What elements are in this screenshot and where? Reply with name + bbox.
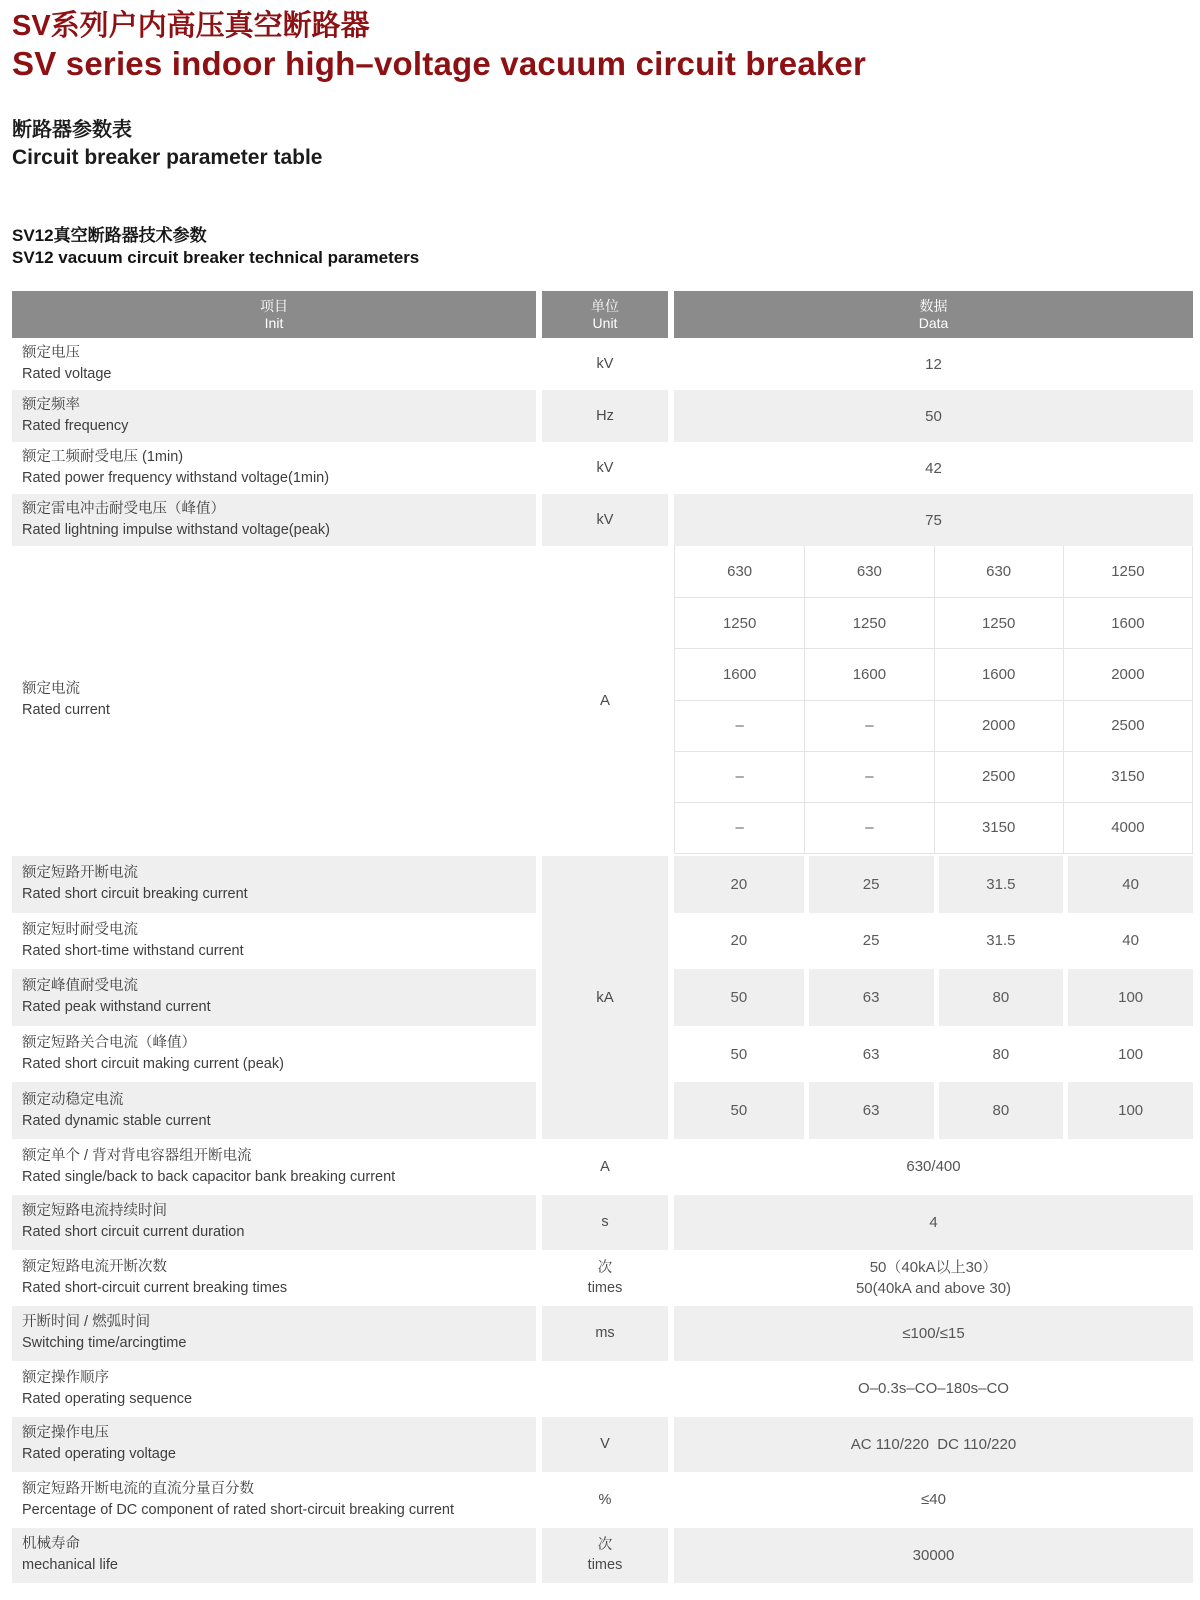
data-value: 12 xyxy=(925,355,942,373)
unit-cell xyxy=(542,1139,668,1195)
ka-value-cell: 100 xyxy=(1063,1026,1193,1083)
param-label-zh: 额定操作顺序 xyxy=(22,1369,109,1386)
ka-value-cell: 50 xyxy=(674,969,804,1026)
header-item-en: Init xyxy=(264,314,284,331)
header-data-en: Data xyxy=(918,314,949,331)
rated-current-cell: 1600 xyxy=(675,648,804,699)
data-value: 42 xyxy=(925,459,942,477)
ka-value-cell: 80 xyxy=(934,969,1064,1026)
rated-current-cell: 1250 xyxy=(675,597,804,648)
unit-cell-merged: A xyxy=(599,691,610,709)
param-label xyxy=(12,1361,536,1417)
param-label-en: Rated short-time withstand current xyxy=(22,942,244,959)
rated-current-cell: – xyxy=(804,700,933,751)
data-value: ≤40 xyxy=(921,1491,946,1509)
unit-cell xyxy=(542,390,668,442)
rated-current-cell: 1600 xyxy=(934,648,1063,699)
unit-value-zh: s xyxy=(601,1214,609,1231)
param-label xyxy=(12,969,536,1026)
param-label xyxy=(12,1195,536,1251)
data-cell xyxy=(674,1250,1193,1306)
data-cell xyxy=(674,494,1193,546)
ka-value-cell: 25 xyxy=(804,856,934,913)
rated-current-cell: – xyxy=(675,751,804,802)
data-value: 4 xyxy=(929,1213,938,1231)
table-row xyxy=(12,1361,1193,1417)
param-label-zh: 额定操作电压 xyxy=(22,1425,109,1442)
data-value: 50（40kA以上30） xyxy=(869,1258,998,1276)
param-label xyxy=(12,338,536,390)
data-cell xyxy=(674,1306,1193,1362)
unit-cell xyxy=(542,494,668,546)
ka-value-cell: 63 xyxy=(804,1082,934,1139)
table-row xyxy=(12,1306,1193,1362)
rated-current-cell: – xyxy=(804,802,933,853)
unit-cell xyxy=(542,338,668,390)
data-value: AC 110/220 DC 110/220 xyxy=(850,1435,1017,1453)
rated-current-cell: 4000 xyxy=(1063,802,1192,853)
unit-value-zh: % xyxy=(598,1491,612,1508)
unit-value: kV xyxy=(596,460,614,476)
page-title-en: SV series indoor high–voltage vacuum circuit breaker xyxy=(12,45,867,82)
param-label-zh: 额定动稳定电流 xyxy=(22,1091,124,1108)
header-unit-zh: 单位 xyxy=(591,297,619,314)
unit-value-en: times xyxy=(587,1557,623,1574)
data-cell xyxy=(674,390,1193,442)
unit-cell xyxy=(542,1195,668,1251)
param-label-en: Rated peak withstand current xyxy=(22,999,211,1016)
param-label-zh: 额定短时耐受电流 xyxy=(22,921,138,938)
rated-current-cell: 1600 xyxy=(804,648,933,699)
param-label-en: Rated voltage xyxy=(22,366,112,382)
ka-value-cell: 20 xyxy=(674,856,804,913)
param-label-en: Rated frequency xyxy=(22,418,129,434)
header-data-zh: 数据 xyxy=(919,297,948,314)
subtitle-en: Circuit breaker parameter table xyxy=(12,146,323,169)
param-label xyxy=(12,913,536,970)
param-label-zh: 额定电流 xyxy=(22,681,80,697)
ka-value-cell: 100 xyxy=(1063,1082,1193,1139)
header-cell-unit xyxy=(542,291,668,338)
param-label-en: Rated operating sequence xyxy=(22,1390,193,1407)
data-cell xyxy=(674,1361,1193,1417)
ka-value-cell: 80 xyxy=(934,1082,1064,1139)
header-item-zh: 项目 xyxy=(260,297,288,314)
param-label-en: Rated short-circuit current breaking times xyxy=(22,1279,288,1296)
table-row xyxy=(12,1472,1193,1528)
parameter-table xyxy=(12,291,1193,1583)
param-label-zh: 机械寿命 xyxy=(22,1536,80,1553)
param-label-zh: 额定短路电流开断次数 xyxy=(22,1258,167,1275)
section-title-block xyxy=(12,225,1193,269)
table-row xyxy=(12,1417,1193,1473)
table-row xyxy=(12,494,1193,546)
param-label xyxy=(12,1082,536,1139)
param-label-zh: 额定频率 xyxy=(22,397,80,413)
data-cell xyxy=(674,338,1193,390)
param-label-zh: 额定雷电冲击耐受电压（峰值） xyxy=(22,501,225,517)
data-value-line2: 50(40kA and above 30) xyxy=(855,1279,1012,1297)
rated-current-cell: 630 xyxy=(804,546,933,597)
param-label-zh: 额定短路开断电流的直流分量百分数 xyxy=(22,1480,254,1497)
unit-value: kV xyxy=(596,512,614,528)
param-label xyxy=(12,390,536,442)
ka-value-cell: 50 xyxy=(730,1045,748,1063)
header-cell-item xyxy=(12,291,536,338)
rated-current-grid xyxy=(674,546,1193,854)
param-label xyxy=(12,1026,536,1083)
unit-value-zh: 次 xyxy=(597,1537,613,1554)
rated-current-cell: 3150 xyxy=(1063,751,1192,802)
data-value: 75 xyxy=(925,511,942,529)
param-label-zh: 开断时间 / 燃弧时间 xyxy=(22,1314,151,1331)
page-title-zh: SV系列户内高压真空断路器 xyxy=(12,10,370,42)
table-row xyxy=(12,1139,1193,1195)
subtitle-zh: 断路器参数表 xyxy=(12,119,132,141)
rated-current-cell: 2000 xyxy=(934,700,1063,751)
param-label-en: Switching time/arcingtime xyxy=(22,1335,187,1352)
table-row xyxy=(12,1528,1193,1584)
param-label-en: Rated single/back to back capacitor bank breaking current xyxy=(22,1168,396,1185)
param-label xyxy=(12,494,536,546)
subtitle-block xyxy=(12,117,1193,173)
table-row xyxy=(12,1195,1193,1251)
ka-value-cell: 31.5 xyxy=(934,913,1064,970)
ka-value-cell: 40 xyxy=(1063,856,1193,913)
rated-current-section xyxy=(12,546,1193,854)
data-cell xyxy=(674,1528,1193,1584)
param-label xyxy=(12,1472,536,1528)
data-cell xyxy=(674,1195,1193,1251)
section-title-zh: SV12真空断路器技术参数 xyxy=(12,226,207,245)
data-cell xyxy=(674,1417,1193,1473)
ka-value-cell: 40 xyxy=(1063,913,1193,970)
param-label-en: mechanical life xyxy=(22,1557,118,1574)
unit-value: Hz xyxy=(596,408,614,424)
unit-value-zh: ms xyxy=(595,1325,615,1342)
ka-value-cell: 31.5 xyxy=(934,856,1064,913)
unit-cell xyxy=(542,1417,668,1473)
rated-current-cell: 1250 xyxy=(1063,546,1192,597)
param-label xyxy=(12,442,536,494)
param-label-en: Rated lightning impulse withstand voltage(peak) xyxy=(22,522,330,538)
param-label-en: Rated dynamic stable current xyxy=(22,1112,211,1129)
unit-value: kV xyxy=(596,356,614,372)
rated-current-cell: 630 xyxy=(727,563,753,581)
param-label-zh: 额定短路开断电流 xyxy=(22,865,138,882)
rated-current-cell: 3150 xyxy=(934,802,1063,853)
data-cell xyxy=(674,442,1193,494)
rated-current-cell: 1600 xyxy=(1063,597,1192,648)
data-value: 30000 xyxy=(912,1546,955,1564)
rated-current-cell: – xyxy=(675,700,804,751)
param-label-en: Rated short circuit current duration xyxy=(22,1224,245,1241)
data-value: O–0.3s–CO–180s–CO xyxy=(858,1380,1009,1398)
rated-current-cell: 1250 xyxy=(804,597,933,648)
param-label-en: Rated power frequency withstand voltage(1min) xyxy=(22,470,330,486)
rated-current-cell: 2000 xyxy=(1063,648,1192,699)
ka-labels xyxy=(12,856,536,1139)
unit-cell xyxy=(542,1306,668,1362)
unit-cell xyxy=(542,442,668,494)
table-row xyxy=(12,338,1193,390)
param-label xyxy=(12,1417,536,1473)
rated-current-cell: – xyxy=(804,751,933,802)
unit-value-zh: V xyxy=(600,1436,610,1453)
data-value: 50 xyxy=(925,407,942,425)
table-row xyxy=(12,442,1193,494)
param-label-zh: 额定工频耐受电压 (1min) xyxy=(22,449,184,465)
param-label-en: Rated operating voltage xyxy=(22,1446,176,1463)
ka-value-grid xyxy=(674,856,1193,1139)
ka-value-cell: 63 xyxy=(804,1026,934,1083)
unit-cell-merged: kA xyxy=(542,856,668,1139)
param-label-zh: 额定短路关合电流（峰值） xyxy=(22,1035,196,1052)
rated-current-cell: 2500 xyxy=(934,751,1063,802)
ka-value-cell: 80 xyxy=(934,1026,1064,1083)
data-value: ≤100/≤15 xyxy=(902,1324,965,1342)
ka-value-cell: 25 xyxy=(804,913,934,970)
param-label xyxy=(12,546,536,854)
param-label xyxy=(12,1306,536,1362)
ka-section xyxy=(12,856,1193,1139)
header-unit-en: Unit xyxy=(592,314,618,331)
param-label xyxy=(12,1250,536,1306)
unit-cell xyxy=(542,1472,668,1528)
param-label-en: Percentage of DC component of rated short-circuit breaking current xyxy=(22,1501,454,1518)
unit-cell xyxy=(542,1528,668,1584)
unit-cell xyxy=(542,1361,668,1417)
param-label-zh: 额定峰值耐受电流 xyxy=(22,978,138,995)
data-cell xyxy=(674,1139,1193,1195)
section-title-en: SV12 vacuum circuit breaker technical parameters xyxy=(12,248,420,267)
unit-value-zh: 次 xyxy=(597,1259,613,1276)
param-label xyxy=(12,1139,536,1195)
rated-current-cell: 2500 xyxy=(1063,700,1192,751)
param-label xyxy=(12,1528,536,1584)
ka-value-cell: 20 xyxy=(730,932,748,950)
param-label-zh: 额定单个 / 背对背电容器组开断电流 xyxy=(22,1147,252,1164)
ka-value-cell: 63 xyxy=(804,969,934,1026)
unit-value-en: times xyxy=(587,1279,623,1296)
param-label-en: Rated short circuit making current (peak) xyxy=(22,1056,284,1073)
header-cell-data xyxy=(674,291,1193,338)
table-header xyxy=(12,291,1193,338)
rated-current-cell: 630 xyxy=(934,546,1063,597)
rated-current-cell: – xyxy=(675,802,804,853)
table-row xyxy=(12,1250,1193,1306)
rated-current-cell: 1250 xyxy=(934,597,1063,648)
param-label-zh: 额定电压 xyxy=(22,345,80,361)
param-label-en: Rated current xyxy=(22,702,110,718)
ka-value-cell: 100 xyxy=(1063,969,1193,1026)
data-cell xyxy=(674,1472,1193,1528)
param-label-en: Rated short circuit breaking current xyxy=(22,886,248,903)
param-label xyxy=(12,856,536,913)
table-row xyxy=(12,390,1193,442)
param-label-zh: 额定短路电流持续时间 xyxy=(22,1203,167,1220)
unit-value-zh: A xyxy=(600,1158,610,1175)
unit-cell xyxy=(542,1250,668,1306)
data-value: 630/400 xyxy=(906,1158,961,1176)
ka-value-cell: 50 xyxy=(674,1082,804,1139)
